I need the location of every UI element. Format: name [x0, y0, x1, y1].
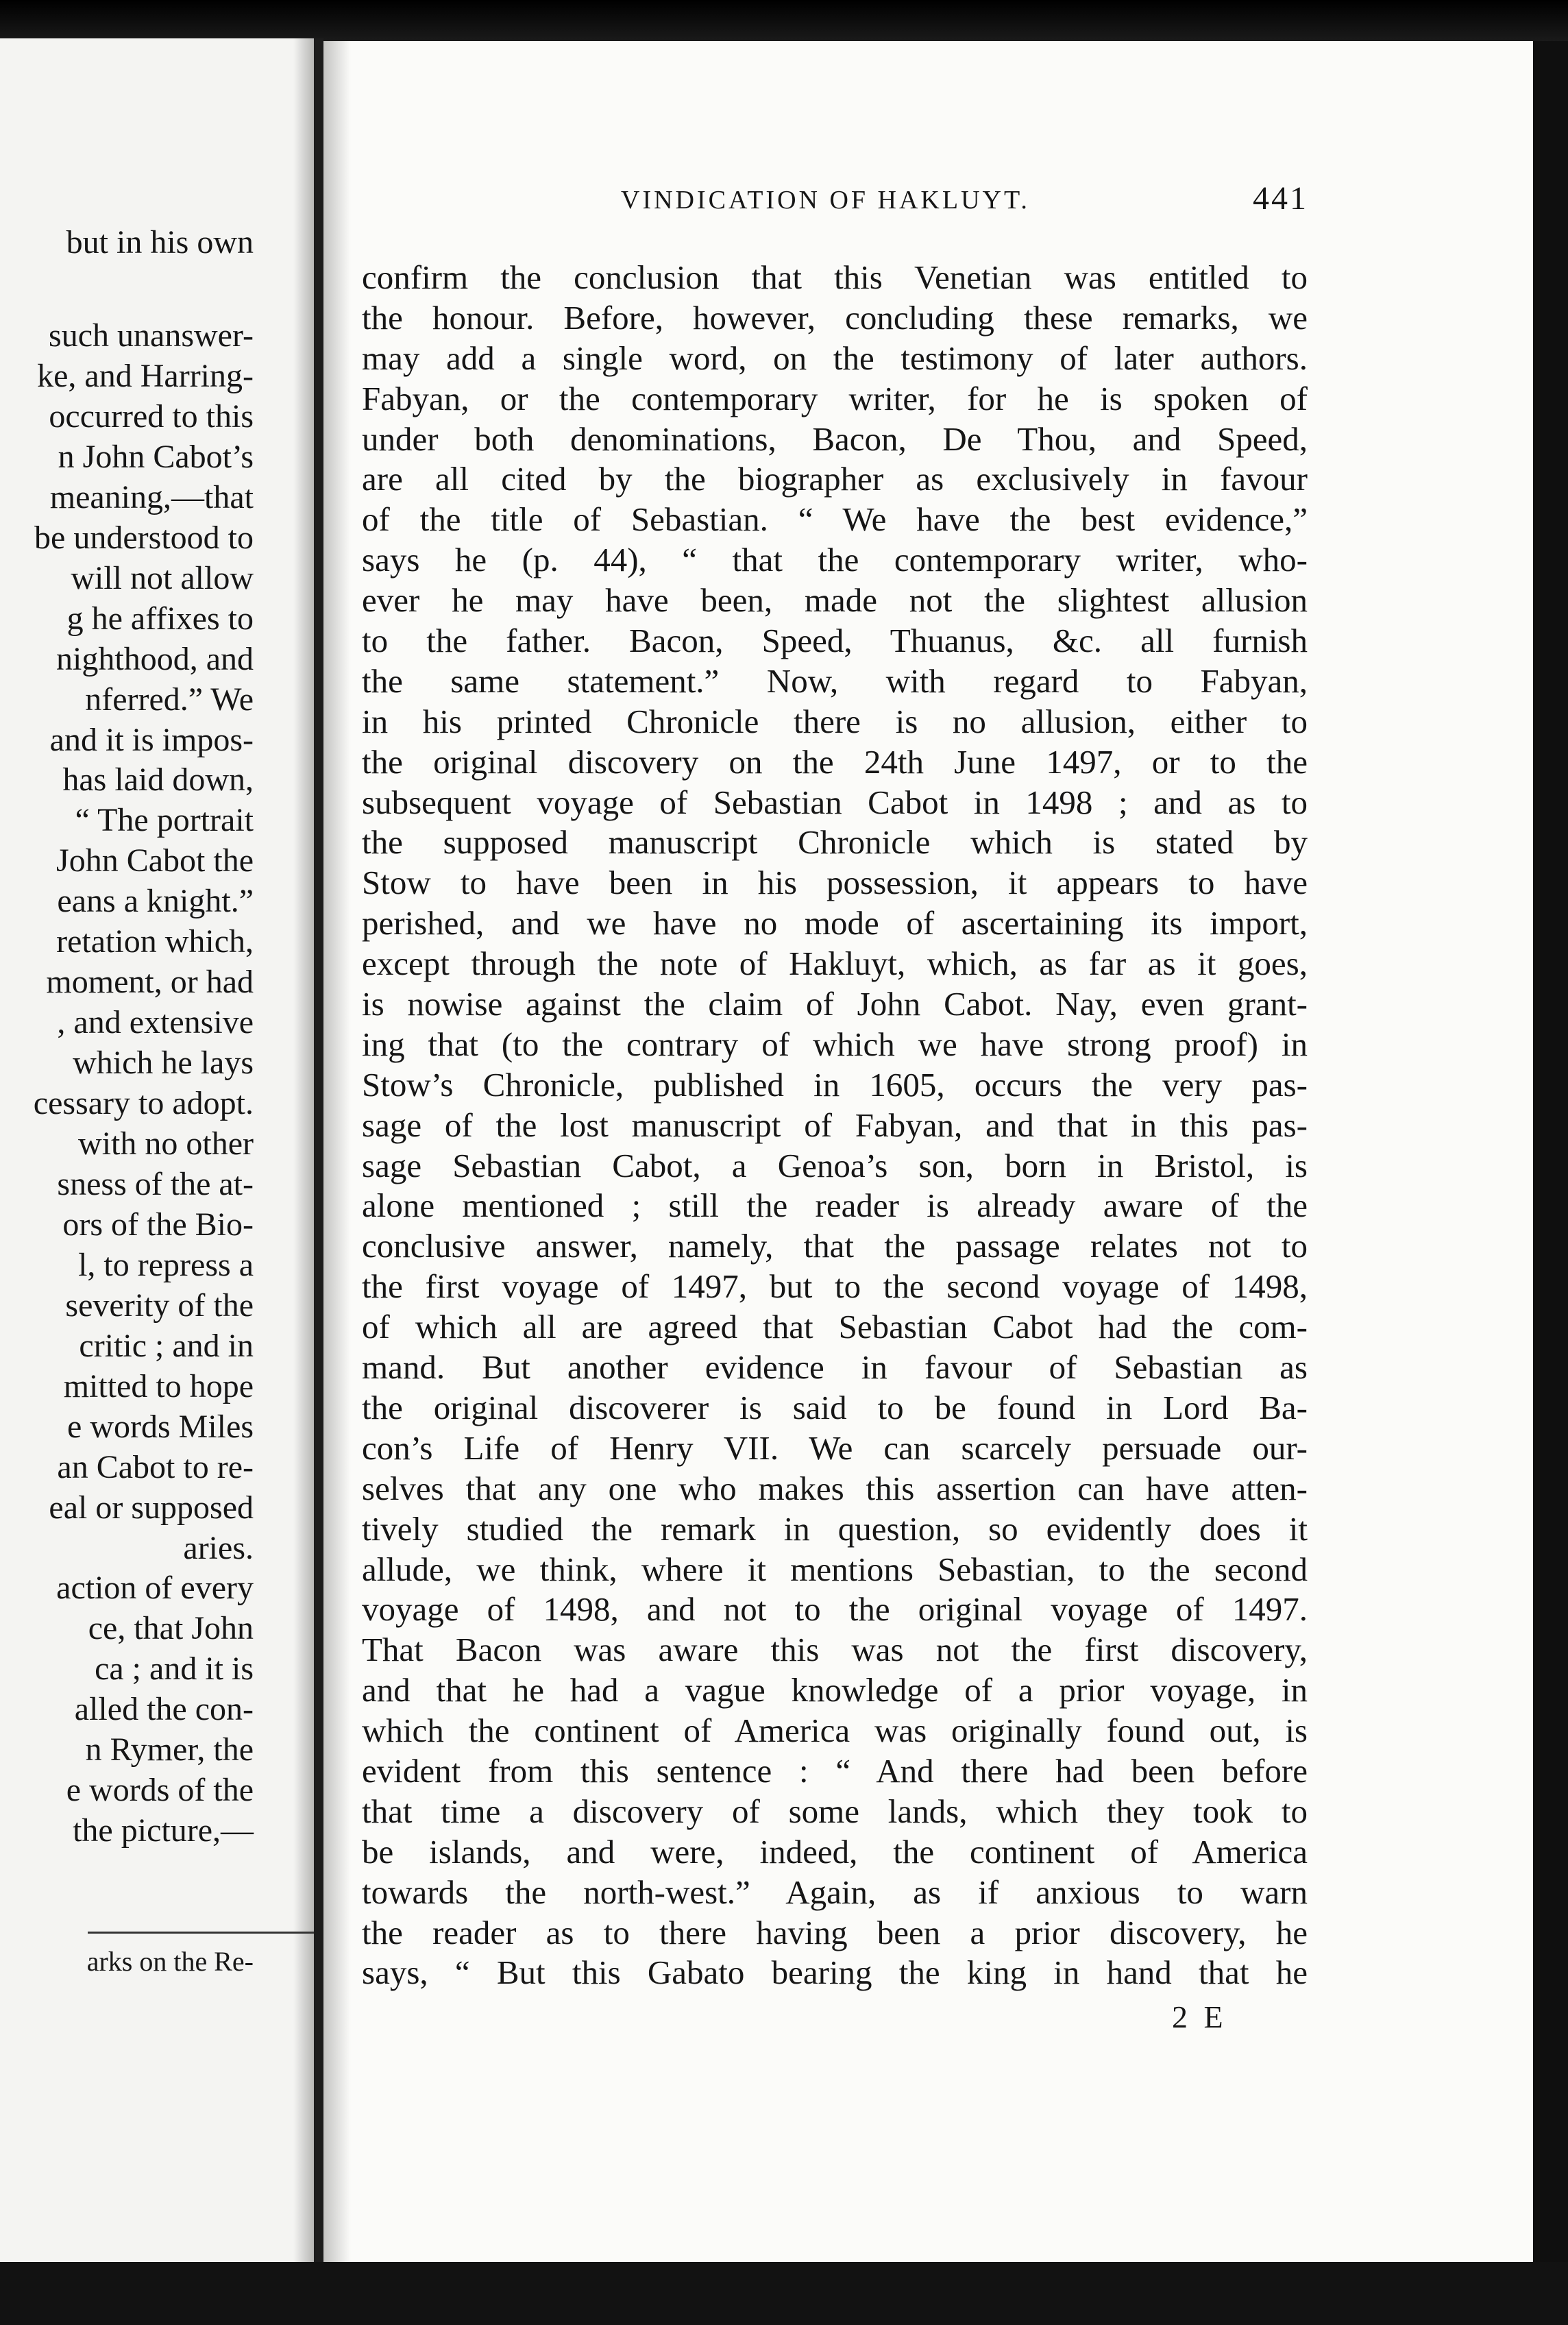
text-line: mand. But another evidence in favour of Sebastian as	[362, 1348, 1308, 1387]
text-line: Stow’s Chronicle, published in 1605, occurs the very pas-	[362, 1065, 1308, 1104]
text-line: voyage of 1498, and not to the original voyage of 1497.	[362, 1590, 1308, 1629]
text-line: That Bacon was aware this was not the first discovery,	[362, 1631, 1308, 1669]
left-text-line: alled the con-	[74, 1691, 254, 1728]
body-text	[362, 258, 1308, 1993]
text-line: confirm the conclusion that this Venetian was entitled to	[362, 258, 1308, 296]
text-line: towards the north-west.” Again, as if anxious to warn	[362, 1873, 1308, 1911]
text-line: the original discovery on the 24th June 1497, or to the	[362, 742, 1308, 781]
text-line: under both denominations, Bacon, De Thou, and Speed,	[362, 419, 1308, 458]
text-line: of the title of Sebastian. “ We have the best evidence,”	[362, 500, 1308, 539]
running-head: VINDICATION OF HAKLUYT.	[621, 186, 1030, 215]
left-text-line: eans a knight.”	[57, 883, 254, 920]
left-text-line: occurred to this	[49, 398, 254, 435]
left-text-line: n Rymer, the	[85, 1731, 254, 1768]
left-text-line: which he lays	[73, 1045, 254, 1082]
left-text-line: ce, that John	[88, 1610, 254, 1647]
left-text-line: , and extensive	[57, 1004, 254, 1041]
left-text-line: has laid down,	[62, 762, 254, 799]
signature-mark: 2 E	[1172, 1999, 1227, 2034]
left-text-line: nighthood, and	[56, 640, 254, 677]
left-text-line: “ The portrait	[75, 802, 254, 839]
text-line: evident from this sentence : “ And there had been before	[362, 1751, 1308, 1790]
text-line: alone mentioned ; still the reader is already aware of the	[362, 1186, 1308, 1225]
text-line: of which all are agreed that Sebastian Cabot had the com-	[362, 1308, 1308, 1346]
left-text-line: g he affixes to	[66, 600, 254, 637]
left-text-line: the picture,—	[73, 1812, 254, 1849]
text-line: sage of the lost manuscript of Fabyan, and that in this pas-	[362, 1106, 1308, 1144]
text-line: in his printed Chronicle there is no allusion, either to	[362, 702, 1308, 740]
text-line: the honour. Before, however, concluding these remarks, we	[362, 298, 1308, 337]
left-text-line: ca ; and it is	[95, 1651, 254, 1688]
left-text-line: n John Cabot’s	[58, 438, 254, 475]
left-text-line: John Cabot the	[56, 842, 254, 879]
text-line: and that he had a vague knowledge of a prior voyage, in	[362, 1671, 1308, 1709]
text-line: ever he may have been, made not the slightest allusion	[362, 581, 1308, 620]
text-line: sage Sebastian Cabot, a Genoa’s son, born in Bristol, is	[362, 1146, 1308, 1184]
left-text-line: severity of the	[65, 1287, 254, 1324]
text-line: except through the note of Hakluyt, which, as far as it goes,	[362, 945, 1308, 983]
text-line: may add a single word, on the testimony of later authors.	[362, 339, 1308, 377]
right-page	[323, 41, 1533, 2262]
left-text-line: critic ; and in	[79, 1327, 254, 1364]
text-line: the supposed manuscript Chronicle which is stated by	[362, 823, 1308, 862]
book-gutter	[314, 38, 323, 2266]
left-text-line: aries.	[183, 1529, 254, 1566]
left-text-line: eal or supposed	[49, 1489, 254, 1526]
left-text-line: mitted to hope	[63, 1367, 254, 1404]
left-text-line: e words Miles	[67, 1408, 254, 1445]
text-line: allude, we think, where it mentions Sebastian, to the second	[362, 1550, 1308, 1588]
left-text-line: nferred.” We	[85, 681, 254, 718]
left-text-line: ke, and Harring-	[37, 357, 254, 394]
text-line: Stow to have been in his possession, it appears to have	[362, 864, 1308, 902]
text-line: that time a discovery of some lands, which they took to	[362, 1792, 1308, 1830]
text-line: to the father. Bacon, Speed, Thuanus, &c. all furnish	[362, 622, 1308, 660]
left-text-line: sness of the at-	[57, 1165, 254, 1202]
left-page	[0, 38, 318, 2266]
scan-bottom-border	[0, 2262, 1568, 2325]
text-line: Fabyan, or the contemporary writer, for he is spoken of	[362, 379, 1308, 417]
text-line: is nowise against the claim of John Cabot. Nay, even grant-	[362, 985, 1308, 1023]
left-text-line: cessary to adopt.	[33, 1085, 254, 1122]
left-text-line: but in his own	[66, 224, 254, 260]
left-footnote: arks on the Re-	[86, 1946, 254, 1977]
text-line: the reader as to there having been a prior discovery, he	[362, 1913, 1308, 1951]
text-line: conclusive answer, namely, that the passage relates not to	[362, 1227, 1308, 1265]
left-text-line: meaning,—that	[49, 478, 254, 515]
left-text-line: retation which,	[56, 923, 254, 960]
left-text-line: moment, or had	[46, 964, 254, 1001]
text-line: the same statement.” Now, with regard to Fabyan,	[362, 661, 1308, 700]
left-footnote-rule	[88, 1932, 314, 1934]
text-line: subsequent voyage of Sebastian Cabot in 1498 ; and as to	[362, 783, 1308, 821]
page-number: 441	[1253, 180, 1308, 217]
text-line: be islands, and were, indeed, the continent of America	[362, 1832, 1308, 1871]
text-line: perished, and we have no mode of ascertaining its import,	[362, 904, 1308, 942]
text-line: selves that any one who makes this assertion can have atten-	[362, 1469, 1308, 1507]
text-line: are all cited by the biographer as exclusively in favour	[362, 460, 1308, 498]
left-text-line: and it is impos-	[49, 721, 254, 758]
left-text-line: l, to repress a	[78, 1246, 254, 1283]
text-line: says he (p. 44), “ that the contemporary writer, who-	[362, 541, 1308, 579]
scan-right-border	[1533, 41, 1568, 2262]
text-line: con’s Life of Henry VII. We can scarcely persuade our-	[362, 1428, 1308, 1467]
text-line: says, “ But this Gabato bearing the king in hand that he	[362, 1953, 1308, 1992]
left-text-line: ors of the Bio-	[62, 1206, 254, 1243]
text-line: tively studied the remark in question, so evidently does it	[362, 1509, 1308, 1548]
text-line: the first voyage of 1497, but to the second voyage of 1498,	[362, 1267, 1308, 1306]
text-line: ing that (to the contrary of which we have strong proof) in	[362, 1025, 1308, 1063]
left-text-line: will not allow	[71, 559, 254, 596]
text-line: the original discoverer is said to be found in Lord Ba-	[362, 1388, 1308, 1426]
left-text-line: an Cabot to re-	[57, 1448, 254, 1485]
scan-top-border	[0, 0, 1568, 41]
left-text-line: e words of the	[66, 1772, 254, 1809]
left-text-line: be understood to	[34, 519, 254, 556]
left-text-line: with no other	[78, 1125, 254, 1162]
left-text-line: such unanswer-	[49, 317, 254, 354]
spine-shadow	[323, 41, 351, 2262]
text-line: which the continent of America was originally found out, is	[362, 1712, 1308, 1750]
left-text-line: action of every	[56, 1570, 254, 1607]
